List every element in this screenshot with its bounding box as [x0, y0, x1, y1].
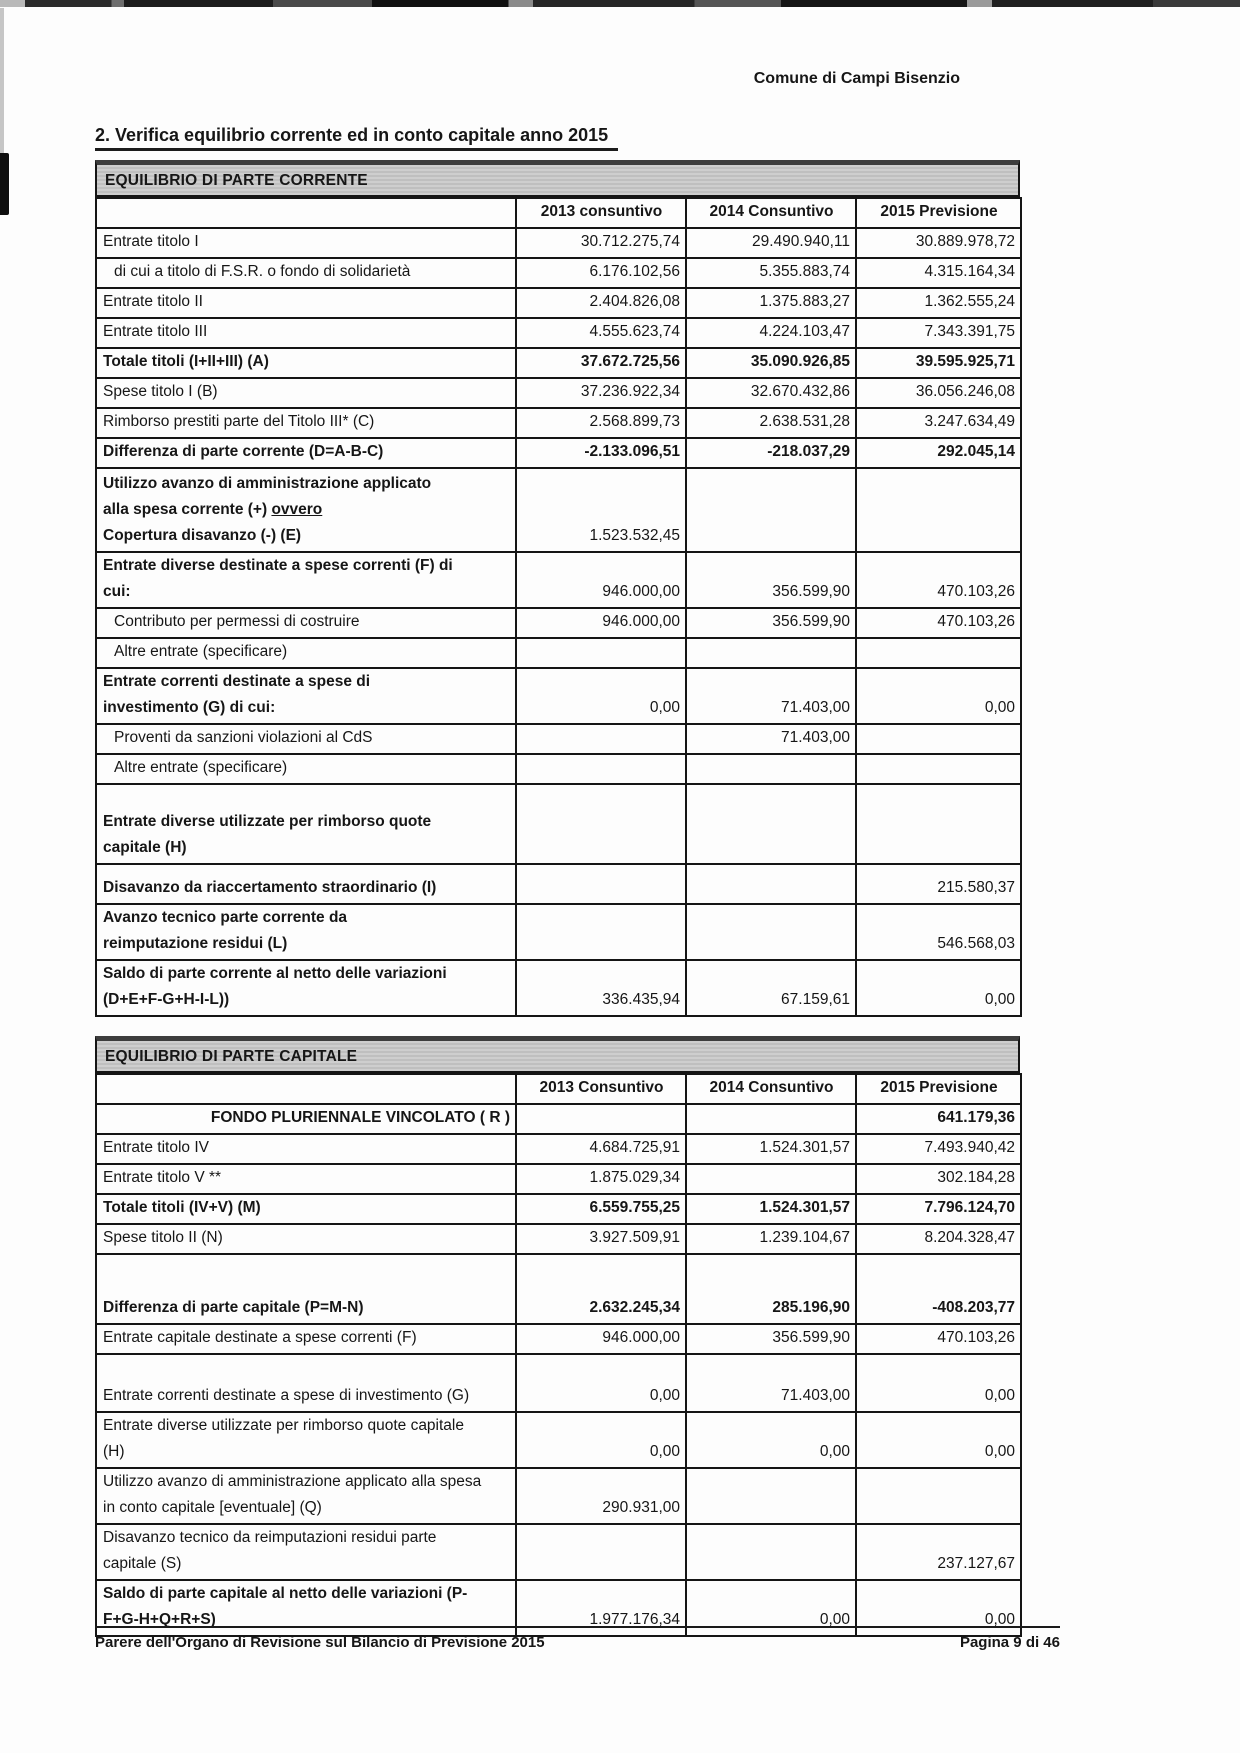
- cell-value: 7.343.391,75: [856, 318, 1021, 348]
- row-label: Utilizzo avanzo di amministrazione applicato alla spesa corrente (+) ovvero Copertura disavanzo (-) (E): [96, 468, 516, 552]
- column-header: 2013 Consuntivo: [516, 1074, 686, 1104]
- cell-value: [856, 784, 1021, 864]
- scan-artifact-left-blob: [0, 153, 9, 215]
- row-label: Contributo per permessi di costruire: [96, 608, 516, 638]
- cell-value: [856, 1468, 1021, 1524]
- cell-value: 1.875.029,34: [516, 1164, 686, 1194]
- column-header-spacer: [96, 1074, 516, 1104]
- cell-value: 37.236.922,34: [516, 378, 686, 408]
- cell-value: 1.362.555,24: [856, 288, 1021, 318]
- column-header: 2013 consuntivo: [516, 198, 686, 228]
- cell-value: [686, 754, 856, 784]
- row-label: Entrate titolo III: [96, 318, 516, 348]
- cell-value: [516, 904, 686, 960]
- cell-value: [516, 724, 686, 754]
- row-label: Proventi da sanzioni violazioni al CdS: [96, 724, 516, 754]
- organization-header: Comune di Campi Bisenzio: [753, 70, 960, 87]
- table-row: [96, 784, 1021, 864]
- cell-value: 0,00: [856, 1412, 1021, 1468]
- cell-value: 32.670.432,86: [686, 378, 856, 408]
- cell-value: 71.403,00: [686, 724, 856, 754]
- row-label: di cui a titolo di F.S.R. o fondo di solidarietà: [96, 258, 516, 288]
- row-label: Differenza di parte capitale (P=M-N): [96, 1254, 516, 1324]
- cell-value: 0,00: [686, 1580, 856, 1636]
- column-header: 2015 Previsione: [856, 1074, 1021, 1104]
- cell-value: -2.133.096,51: [516, 438, 686, 468]
- row-label: Entrate correnti destinate a spese di investimento (G): [96, 1354, 516, 1412]
- row-label: Saldo di parte corrente al netto delle variazioni (D+E+F-G+H-I-L)): [96, 960, 516, 1016]
- row-label: Utilizzo avanzo di amministrazione applicato alla spesa in conto capitale [eventuale] (Q): [96, 1468, 516, 1524]
- table-row: [96, 754, 1021, 784]
- cell-value: 71.403,00: [686, 668, 856, 724]
- cell-value: 6.176.102,56: [516, 258, 686, 288]
- footer-document-name: Parere dell'Organo di Revisione sul Bilancio di Previsione 2015: [95, 1634, 545, 1651]
- cell-value: [686, 1524, 856, 1580]
- cell-value: [686, 1468, 856, 1524]
- cell-value: [856, 724, 1021, 754]
- cell-value: 470.103,26: [856, 1324, 1021, 1354]
- row-label: Rimborso prestiti parte del Titolo III* (C): [96, 408, 516, 438]
- cell-value: 6.559.755,25: [516, 1194, 686, 1224]
- table-row: [96, 638, 1021, 668]
- cell-value: 71.403,00: [686, 1354, 856, 1412]
- cell-value: 356.599,90: [686, 1324, 856, 1354]
- row-label: Entrate titolo II: [96, 288, 516, 318]
- table-band-capitale: EQUILIBRIO DI PARTE CAPITALE: [95, 1036, 1020, 1073]
- cell-value: 2.632.245,34: [516, 1254, 686, 1324]
- cell-value: 29.490.940,11: [686, 228, 856, 258]
- cell-value: 0,00: [516, 668, 686, 724]
- cell-value: [686, 638, 856, 668]
- page-footer: [95, 1626, 1060, 1651]
- cell-value: 37.672.725,56: [516, 348, 686, 378]
- table-row: [96, 1524, 1021, 1580]
- cell-value: 356.599,90: [686, 608, 856, 638]
- table-row: [96, 1324, 1021, 1354]
- column-header-row: [96, 1074, 1021, 1104]
- cell-value: 0,00: [516, 1412, 686, 1468]
- table-row: [96, 288, 1021, 318]
- cell-value: [856, 638, 1021, 668]
- cell-value: 7.796.124,70: [856, 1194, 1021, 1224]
- cell-value: 5.355.883,74: [686, 258, 856, 288]
- row-label: Entrate diverse destinate a spese correnti (F) di cui:: [96, 552, 516, 608]
- table-row: [96, 228, 1021, 258]
- cell-value: 35.090.926,85: [686, 348, 856, 378]
- cell-value: 30.889.978,72: [856, 228, 1021, 258]
- table-row: [96, 608, 1021, 638]
- cell-value: 4.315.164,34: [856, 258, 1021, 288]
- cell-value: [686, 1104, 856, 1134]
- cell-value: 1.524.301,57: [686, 1134, 856, 1164]
- cell-value: 1.524.301,57: [686, 1194, 856, 1224]
- table-capitale-body: [96, 1074, 1021, 1636]
- cell-value: 470.103,26: [856, 552, 1021, 608]
- cell-value: 1.523.532,45: [516, 468, 686, 552]
- cell-value: 36.056.246,08: [856, 378, 1021, 408]
- row-label: Entrate titolo IV: [96, 1134, 516, 1164]
- table-row: [96, 468, 1021, 552]
- row-label: Entrate capitale destinate a spese correnti (F): [96, 1324, 516, 1354]
- cell-value: 336.435,94: [516, 960, 686, 1016]
- cell-value: 8.204.328,47: [856, 1224, 1021, 1254]
- table-row: [96, 552, 1021, 608]
- cell-value: [516, 1524, 686, 1580]
- cell-value: 1.239.104,67: [686, 1224, 856, 1254]
- row-label: Saldo di parte capitale al netto delle variazioni (P- F+G-H+Q+R+S): [96, 1580, 516, 1636]
- cell-value: 2.404.826,08: [516, 288, 686, 318]
- row-label: Avanzo tecnico parte corrente da reimputazione residui (L): [96, 904, 516, 960]
- table-row: [96, 724, 1021, 754]
- cell-value: 237.127,67: [856, 1524, 1021, 1580]
- table-row: [96, 318, 1021, 348]
- cell-value: 946.000,00: [516, 1324, 686, 1354]
- scan-artifact-top-bar: [0, 0, 1240, 7]
- cell-value: 0,00: [516, 1354, 686, 1412]
- equilibrio-di-parte-capitale-section: [95, 1036, 1020, 1637]
- cell-value: [516, 754, 686, 784]
- cell-value: 4.555.623,74: [516, 318, 686, 348]
- row-label: Entrate titolo V **: [96, 1164, 516, 1194]
- table-row: [96, 438, 1021, 468]
- row-label: Disavanzo da riaccertamento straordinario (I): [96, 864, 516, 904]
- cell-value: 292.045,14: [856, 438, 1021, 468]
- row-label: Entrate correnti destinate a spese di investimento (G) di cui:: [96, 668, 516, 724]
- cell-value: 39.595.925,71: [856, 348, 1021, 378]
- cell-value: [686, 1164, 856, 1194]
- row-label: Altre entrate (specificare): [96, 754, 516, 784]
- cell-value: 285.196,90: [686, 1254, 856, 1324]
- cell-value: [856, 468, 1021, 552]
- cell-value: 3.927.509,91: [516, 1224, 686, 1254]
- cell-value: [516, 638, 686, 668]
- cell-value: [516, 864, 686, 904]
- row-label: Entrate diverse utilizzate per rimborso quote capitale (H): [96, 1412, 516, 1468]
- table-row: [96, 1412, 1021, 1468]
- row-label: Disavanzo tecnico da reimputazioni residui parte capitale (S): [96, 1524, 516, 1580]
- cell-value: [856, 754, 1021, 784]
- table-row: [96, 1354, 1021, 1412]
- table-row: [96, 408, 1021, 438]
- footer-page-number: Pagina 9 di 46: [959, 1634, 1060, 1651]
- table-row: [96, 378, 1021, 408]
- column-header-spacer: [96, 198, 516, 228]
- column-header: 2014 Consuntivo: [686, 1074, 856, 1104]
- cell-value: 302.184,28: [856, 1164, 1021, 1194]
- cell-value: 2.638.531,28: [686, 408, 856, 438]
- table-band-corrente: EQUILIBRIO DI PARTE CORRENTE: [95, 160, 1020, 197]
- cell-value: 215.580,37: [856, 864, 1021, 904]
- cell-value: 470.103,26: [856, 608, 1021, 638]
- cell-value: 946.000,00: [516, 608, 686, 638]
- cell-value: 290.931,00: [516, 1468, 686, 1524]
- row-label: Entrate titolo I: [96, 228, 516, 258]
- table-row: [96, 960, 1021, 1016]
- cell-value: 2.568.899,73: [516, 408, 686, 438]
- table-row: [96, 348, 1021, 378]
- table-row: [96, 258, 1021, 288]
- row-label: Totale titoli (I+II+III) (A): [96, 348, 516, 378]
- table-corrente-body: [96, 198, 1021, 1016]
- cell-value: 7.493.940,42: [856, 1134, 1021, 1164]
- table-capitale: [95, 1073, 1022, 1637]
- table-row: [96, 864, 1021, 904]
- row-label: Spese titolo II (N): [96, 1224, 516, 1254]
- row-label: Altre entrate (specificare): [96, 638, 516, 668]
- cell-value: 546.568,03: [856, 904, 1021, 960]
- cell-value: 67.159,61: [686, 960, 856, 1016]
- cell-value: [686, 904, 856, 960]
- table-row: [96, 1254, 1021, 1324]
- table-row: [96, 1164, 1021, 1194]
- table-row: [96, 668, 1021, 724]
- cell-value: 0,00: [686, 1412, 856, 1468]
- cell-value: 946.000,00: [516, 552, 686, 608]
- cell-value: 641.179,36: [856, 1104, 1021, 1134]
- table-row: [96, 1224, 1021, 1254]
- row-label: Spese titolo I (B): [96, 378, 516, 408]
- table-row: [96, 1134, 1021, 1164]
- cell-value: 1.977.176,34: [516, 1580, 686, 1636]
- cell-value: 30.712.275,74: [516, 228, 686, 258]
- cell-value: 356.599,90: [686, 552, 856, 608]
- table-corrente: [95, 197, 1022, 1017]
- row-label: FONDO PLURIENNALE VINCOLATO ( R ): [96, 1104, 516, 1134]
- row-label: Totale titoli (IV+V) (M): [96, 1194, 516, 1224]
- cell-value: 0,00: [856, 1580, 1021, 1636]
- row-label: Entrate diverse utilizzate per rimborso quote capitale (H): [96, 784, 516, 864]
- page-title: 2. Verifica equilibrio corrente ed in conto capitale anno 2015: [95, 125, 618, 151]
- cell-value: [686, 784, 856, 864]
- cell-value: 0,00: [856, 960, 1021, 1016]
- column-header: 2015 Previsione: [856, 198, 1021, 228]
- column-header-row: [96, 198, 1021, 228]
- table-row: [96, 1194, 1021, 1224]
- row-label: Differenza di parte corrente (D=A-B-C): [96, 438, 516, 468]
- cell-value: 4.224.103,47: [686, 318, 856, 348]
- cell-value: 1.375.883,27: [686, 288, 856, 318]
- cell-value: 4.684.725,91: [516, 1134, 686, 1164]
- cell-value: [516, 1104, 686, 1134]
- equilibrio-di-parte-corrente-section: [95, 160, 1020, 1017]
- cell-value: 3.247.634,49: [856, 408, 1021, 438]
- scan-artifact-left-strip: [0, 8, 4, 154]
- cell-value: [516, 784, 686, 864]
- table-row: [96, 1104, 1021, 1134]
- cell-value: -408.203,77: [856, 1254, 1021, 1324]
- cell-value: [686, 468, 856, 552]
- cell-value: -218.037,29: [686, 438, 856, 468]
- cell-value: 0,00: [856, 1354, 1021, 1412]
- table-row: [96, 904, 1021, 960]
- cell-value: [686, 864, 856, 904]
- table-row: [96, 1468, 1021, 1524]
- column-header: 2014 Consuntivo: [686, 198, 856, 228]
- cell-value: 0,00: [856, 668, 1021, 724]
